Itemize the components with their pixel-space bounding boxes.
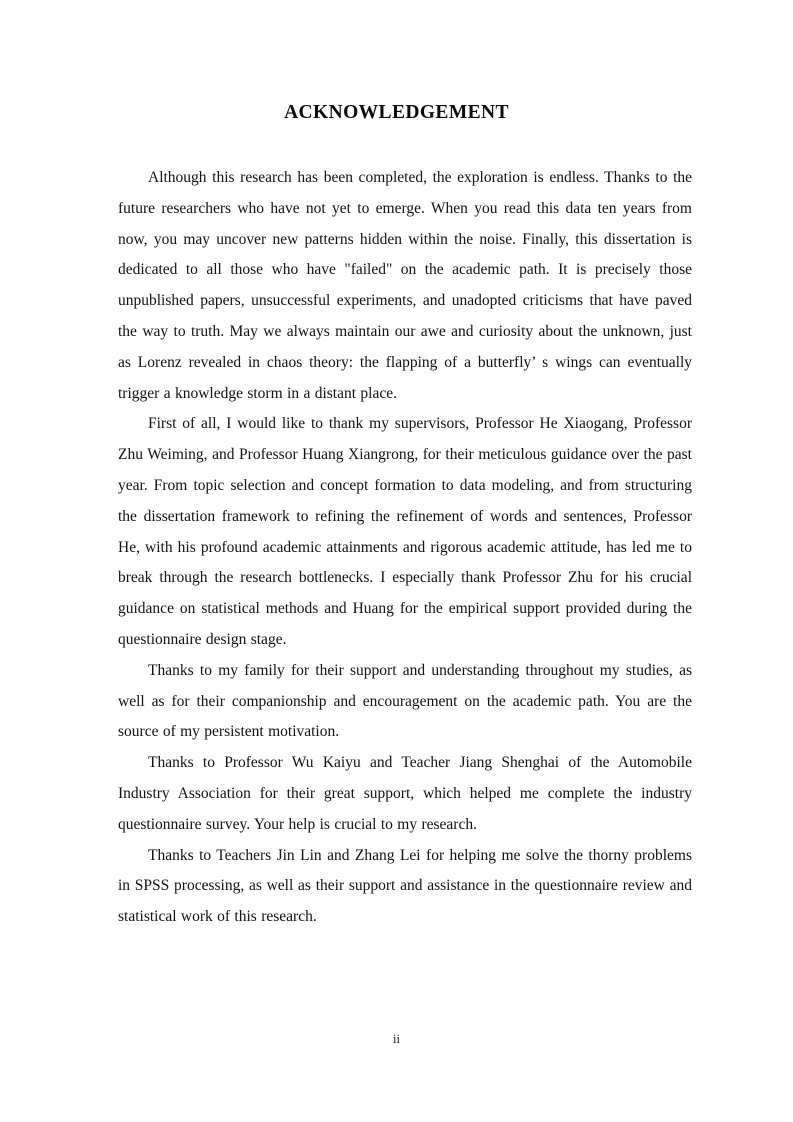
paragraph-spss-helpers: Thanks to Teachers Jin Lin and Zhang Lei for helping me solve the thorny problems in SPSS processing, as well as their support and assistance in the questionnaire review and statistical work of this research.	[118, 846, 692, 926]
paragraph-dedication: Although this research has been completed, the exploration is endless. Thanks to the future researchers who have not yet to emerge. When you read this data ten years from now, you may uncover new patterns hidden within the noise. Finally, this dissertation is dedicated to all those who have "failed" on the academic path. It is precisely those unpublished papers, unsuccessful experiments, and unadopted criticisms that have paved the way to truth. May we always maintain our awe and curiosity about the unknown, just as Lorenz revealed in chaos theory: the flapping of a butterfly’ s wings can eventually trigger a knowledge storm in a distant place.	[118, 169, 692, 402]
paragraph-family: Thanks to my family for their support and understanding throughout my studies, as well as for their companionship and encouragement on the academic path. You are the source of my persistent motivation.	[118, 661, 692, 741]
document-title: ACKNOWLEDGEMENT	[284, 102, 509, 123]
document-body	[118, 163, 692, 933]
paragraph-industry-association: Thanks to Professor Wu Kaiyu and Teacher Jiang Shenghai of the Automobile Industry Association for their great support, which helped me complete the industry questionnaire survey. Your help is crucial to my research.	[118, 754, 692, 833]
paragraph-supervisors: First of all, I would like to thank my supervisors, Professor He Xiaogang, Professor Zhu Weiming, and Professor Huang Xiangrong, for their meticulous guidance over the past year. From topic selection and concept formation to data modeling, and from structuring the dissertation framework to refining the refinement of words and sentences, Professor He, with his profound academic attainments and rigorous academic attitude, has led me to break through the research bottlenecks. I especially thank Professor Zhu for his crucial guidance on statistical methods and Huang for the empirical support provided during the questionnaire design stage.	[118, 415, 692, 648]
page-number: ii	[393, 1032, 400, 1046]
